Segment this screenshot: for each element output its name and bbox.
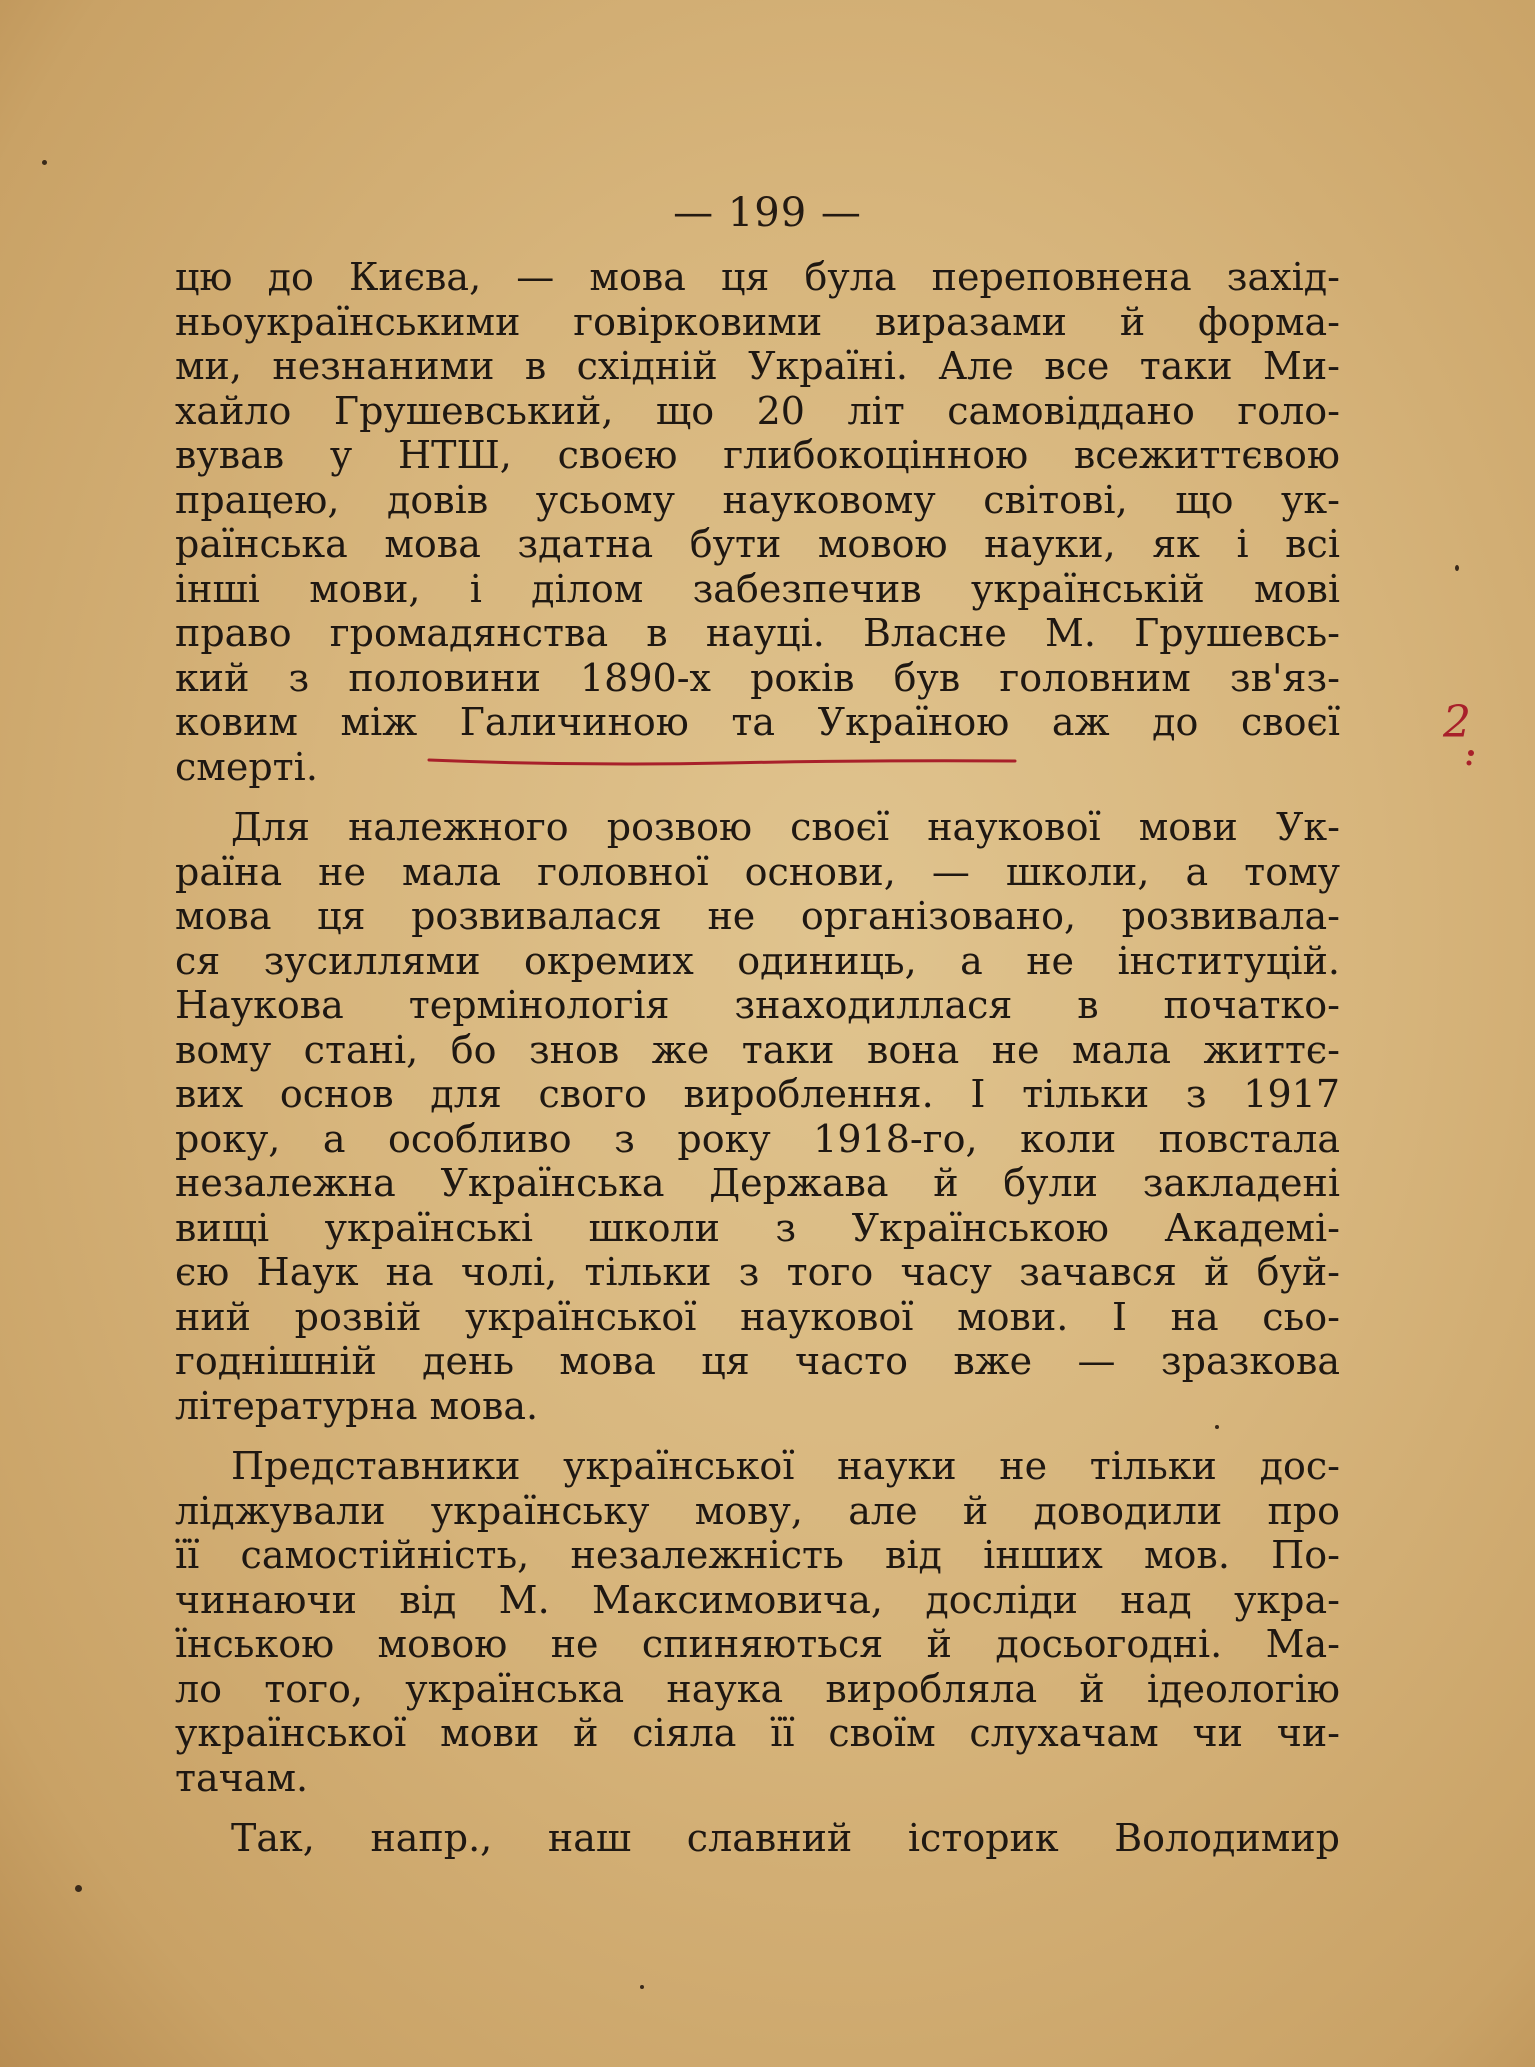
text-line: ся зусиллями окремих одиниць, а не інституцій. <box>175 938 1340 983</box>
pen-underline-mark <box>425 754 1020 770</box>
text-line: смерті. <box>175 744 318 789</box>
text-line: інші мови, і ділом забезпечив українській мові <box>175 566 1340 611</box>
page-number: — 199 — <box>673 190 862 236</box>
text-line: вував у НТШ, своєю глибокоцінною всежиттєвою <box>175 433 1340 477</box>
text-line: працею, довів усьому науковому світові, що ук- <box>175 477 1340 522</box>
dust-speck <box>1455 565 1459 571</box>
text-line: мова ця розвивалася не організовано, розвивала- <box>175 894 1340 938</box>
text-line: вому стані, бо знов же таки вона не мала життє- <box>175 1027 1340 1072</box>
text-line: ний розвій української наукової мови. І на сьо- <box>175 1294 1340 1339</box>
text-line: незалежна Українська Держава й були закладені <box>175 1161 1340 1205</box>
text-line: хайло Грушевський, що 20 літ самовіддано голо- <box>175 388 1340 433</box>
text-line: кий з половини 1890-х років був головним зв'яз- <box>175 655 1340 700</box>
dust-speck <box>640 1985 644 1989</box>
text-line: цю до Києва, — мова ця була переповнена захід- <box>175 255 1340 299</box>
dust-speck <box>1215 1425 1219 1429</box>
dust-speck <box>75 1885 82 1892</box>
text-line: вих основ для свого вироблення. І тільки з 1917 <box>175 1072 1340 1116</box>
text-line: чинаючи від М. Максимовича, досліди над укра- <box>175 1577 1340 1622</box>
paragraph <box>175 1816 1340 1861</box>
handwritten-mark-icon <box>1435 695 1495 775</box>
text-line: годнішній день мова ця часто вже — зразкова <box>175 1339 1340 1383</box>
dust-speck <box>42 160 47 165</box>
text-line: Представники української науки не тільки дос- <box>231 1444 1340 1488</box>
paragraph <box>175 1444 1340 1800</box>
text-line: Наукова термінологія знаходиллася в початко- <box>175 983 1340 1027</box>
text-line: української мови й сіяла її своїм слухачам чи чи- <box>175 1711 1340 1755</box>
text-line: Так, напр., наш славний історик Володимир <box>231 1816 1340 1860</box>
text-line: ми, незнаними в східній Україні. Але все таки Ми- <box>175 344 1340 388</box>
text-line: ньоукраїнськими говірковими виразами й форма- <box>175 299 1340 344</box>
text-line: її самостійність, незалежність від інших мов. По- <box>175 1533 1340 1577</box>
text-line: єю Наук на чолі, тільки з того часу зачався й буй- <box>175 1250 1340 1294</box>
body-text <box>175 255 1340 1877</box>
margin-annotation <box>1435 695 1495 775</box>
text-line: раїнська мова здатна бути мовою науки, як і всі <box>175 522 1340 566</box>
text-line: ліджували українську мову, але й доводили про <box>175 1488 1340 1533</box>
paragraph <box>175 255 1340 789</box>
text-line: право громадянства в науці. Власне М. Грушевсь- <box>175 611 1340 655</box>
text-line: вищі українські школи з Українською Академі- <box>175 1205 1340 1250</box>
text-line: ло того, українська наука виробляла й ідеологію <box>175 1666 1340 1711</box>
text-line: Для належного розвою своєї наукової мови Ук- <box>231 805 1340 849</box>
text-line: їнською мовою не спиняються й досьогодні. Ма- <box>175 1622 1340 1666</box>
text-line: року, а особливо з року 1918-го, коли повстала <box>175 1116 1340 1161</box>
margin-annotation-text: 2 <box>1443 697 1471 748</box>
paragraph <box>175 805 1340 1428</box>
text-line-underlined: ковим між Галичиною та Україною аж до своєї <box>175 700 1340 744</box>
text-line: тачам. <box>175 1755 309 1800</box>
text-line: раїна не мала головної основи, — школи, а тому <box>175 849 1340 894</box>
text-line: літературна мова. <box>175 1383 539 1428</box>
